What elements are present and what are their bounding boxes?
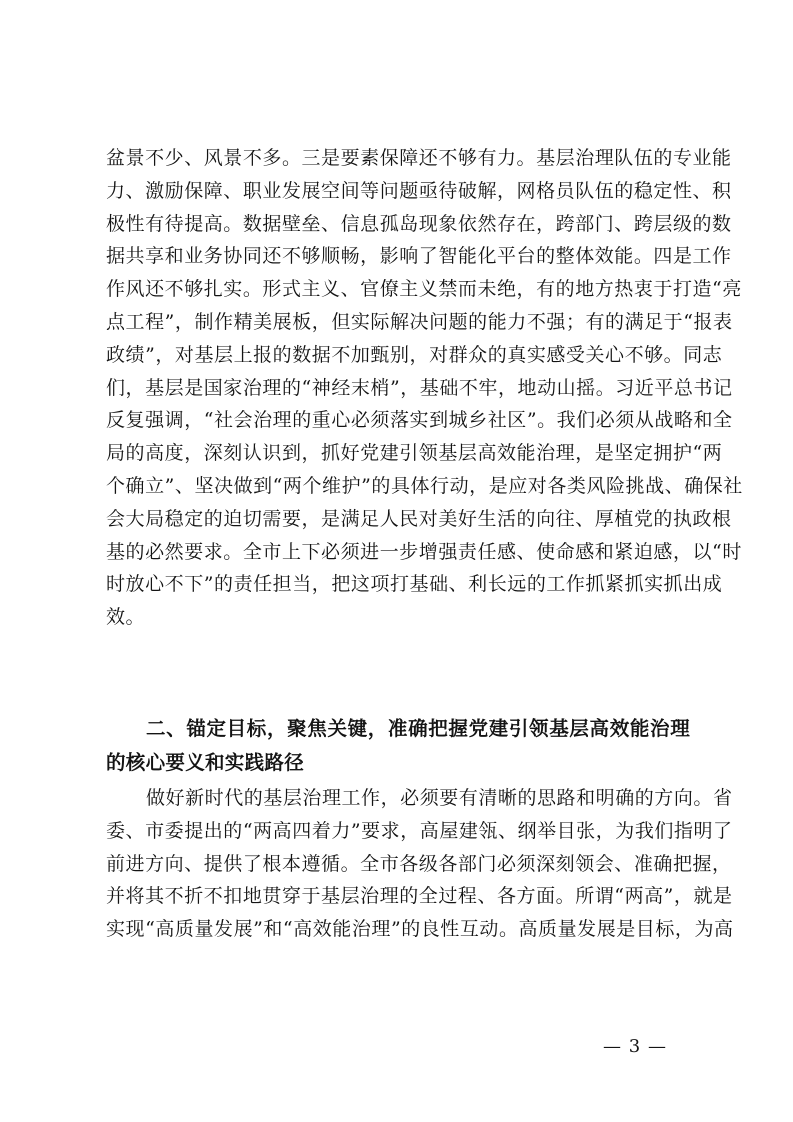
text-line: 前进方向、提供了根本遵循。全市各级各部门必须深刻领会、准确把握， [106, 852, 732, 875]
text-line: 个确立”、坚决做到“两个维护”的具体行动，是应对各类风险挑战、确保社 [106, 474, 743, 497]
text-line: 做好新时代的基层治理工作，必须要有清晰的思路和明确的方向。省 [146, 787, 733, 809]
text-line: 效。 [106, 606, 146, 629]
page-number: — 3 — [603, 1036, 667, 1057]
text-line: 反复强调，“社会治理的重心必须落实到城乡社区”。我们必须从战略和全 [106, 409, 733, 432]
text-line: 会大局稳定的迫切需要，是满足人民对美好生活的向往、厚植党的执政根 [106, 507, 732, 530]
section-heading [106, 712, 690, 780]
heading-line: 二、锚定目标，聚焦关键，准确把握党建引领基层高效能治理 [146, 717, 690, 740]
text-line: 作风还不够扎实。形式主义、官僚主义禁而未绝，有的地方热衷于打造“亮 [106, 278, 742, 301]
text-line: 点工程”，制作精美展板，但实际解决问题的能力不强；有的满足于“报表 [106, 310, 733, 333]
body-paragraph [106, 782, 734, 946]
text-line: 力、激励保障、职业发展空间等问题亟待破解，网格员队伍的稳定性、积 [106, 179, 732, 202]
text-line: 并将其不折不扣地贯穿于基层治理的全过程、各方面。所谓“两高”，就是 [106, 885, 733, 908]
body-paragraph [106, 142, 743, 634]
text-line: 时放心不下”的责任担当，把这项打基础、利长远的工作抓紧抓实抓出成 [106, 573, 723, 596]
text-line: 极性有待提高。数据壁垒、信息孤岛现象依然存在，跨部门、跨层级的数 [106, 212, 732, 235]
text-line: 据共享和业务协同还不够顺畅，影响了智能化平台的整体效能。四是工作 [106, 245, 732, 268]
text-line: 局的高度，深刻认识到，抓好党建引领基层高效能治理，是坚定拥护“两 [106, 442, 723, 465]
text-line: 基的必然要求。全市上下必须进一步增强责任感、使命感和紧迫感，以“时 [106, 540, 742, 563]
text-line: 实现“高质量发展”和“高效能治理”的良性互动。高质量发展是目标，为高 [106, 918, 734, 941]
text-line: 盆景不少、风景不多。三是要素保障还不够有力。基层治理队伍的专业能 [106, 147, 732, 169]
text-line: 委、市委提出的“两高四着力”要求，高屋建瓴、纲举目张，为我们指明了 [106, 819, 733, 842]
heading-line: 的核心要义和实践路径 [106, 751, 305, 774]
text-line: 政绩”，对基层上报的数据不加甄别，对群众的真实感受关心不够。同志 [106, 343, 723, 366]
text-line: 们，基层是国家治理的“神经末梢”，基础不牢，地动山摇。习近平总书记 [106, 376, 733, 399]
